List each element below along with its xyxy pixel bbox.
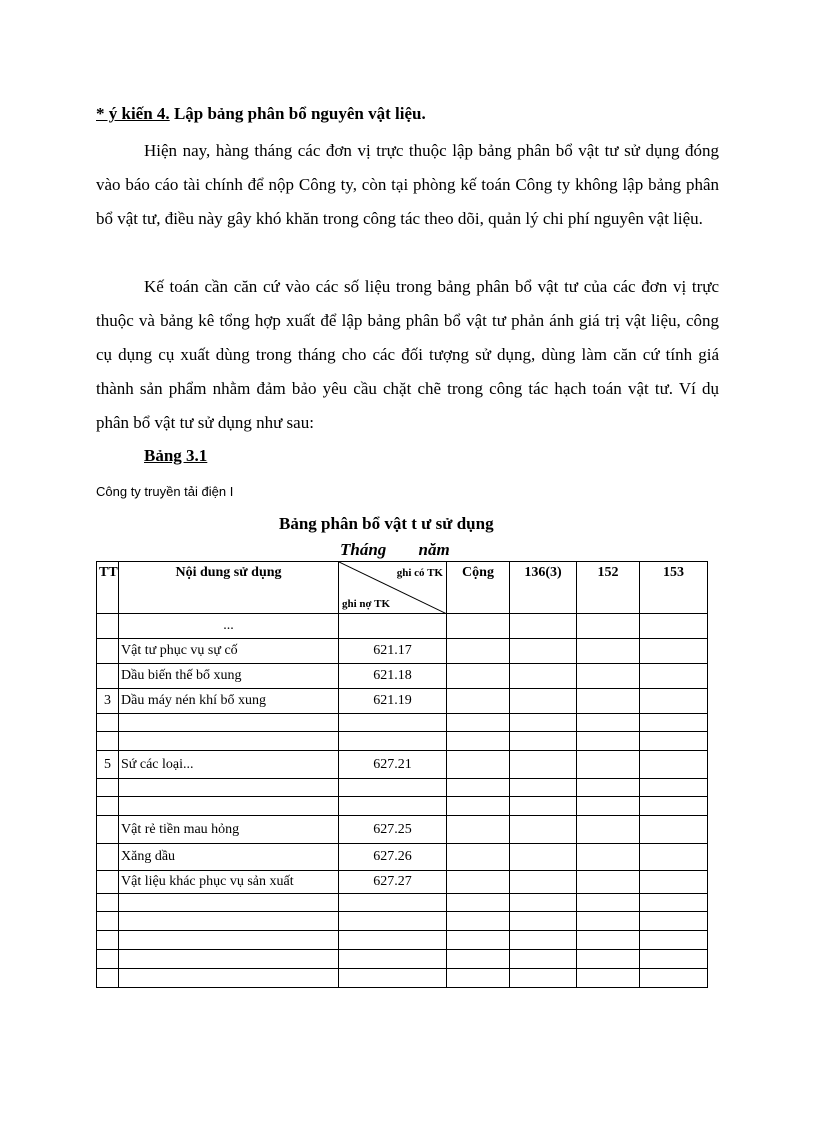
row-tt bbox=[97, 779, 119, 797]
row-account: 627.26 bbox=[339, 844, 447, 871]
row-tt bbox=[97, 894, 119, 912]
row-tt bbox=[97, 639, 119, 664]
row-account: 627.25 bbox=[339, 816, 447, 844]
cell-1363 bbox=[510, 950, 577, 969]
header-tt: TT bbox=[97, 562, 119, 614]
cell-total bbox=[447, 751, 510, 779]
row-account bbox=[339, 714, 447, 732]
header-content: Nội dung sử dụng bbox=[119, 562, 339, 614]
table-row bbox=[97, 639, 708, 664]
row-content bbox=[119, 732, 339, 751]
table-row bbox=[97, 969, 708, 988]
cell-total bbox=[447, 912, 510, 931]
cell-152 bbox=[577, 751, 640, 779]
row-account bbox=[339, 894, 447, 912]
cell-152 bbox=[577, 871, 640, 894]
row-content: Sứ các loại... bbox=[119, 751, 339, 779]
cell-153 bbox=[640, 751, 708, 779]
cell-153 bbox=[640, 969, 708, 988]
row-content bbox=[119, 950, 339, 969]
row-tt bbox=[97, 614, 119, 639]
cell-153 bbox=[640, 797, 708, 816]
cell-1363 bbox=[510, 816, 577, 844]
row-content bbox=[119, 714, 339, 732]
row-content bbox=[119, 894, 339, 912]
company-name: Công ty truyền tải điện I bbox=[96, 484, 234, 499]
cell-153 bbox=[640, 639, 708, 664]
cell-1363 bbox=[510, 779, 577, 797]
cell-152 bbox=[577, 664, 640, 689]
header-account-diagonal bbox=[339, 562, 447, 614]
cell-153 bbox=[640, 732, 708, 751]
cell-153 bbox=[640, 844, 708, 871]
header-credit: ghi có TK bbox=[396, 567, 443, 579]
table-row bbox=[97, 871, 708, 894]
table-label: Bảng 3.1 bbox=[144, 446, 208, 465]
cell-153 bbox=[640, 614, 708, 639]
table-row bbox=[97, 751, 708, 779]
row-tt bbox=[97, 664, 119, 689]
cell-152 bbox=[577, 614, 640, 639]
table-row bbox=[97, 664, 708, 689]
cell-1363 bbox=[510, 894, 577, 912]
cell-153 bbox=[640, 912, 708, 931]
table-row bbox=[97, 779, 708, 797]
cell-152 bbox=[577, 912, 640, 931]
row-tt bbox=[97, 912, 119, 931]
cell-152 bbox=[577, 732, 640, 751]
row-account bbox=[339, 931, 447, 950]
header-debit: ghi nợ TK bbox=[342, 598, 391, 610]
paragraph-1: Hiện nay, hàng tháng các đơn vị trực thuộc lập bảng phân bổ vật tư sử dụng đóng vào báo cáo tài chính để nộp Công ty, còn tại phòng kế toán Công ty không lập bảng phân bổ vật tư, điều này gây khó khăn trong công tác theo dõi, quản lý chi phí nguyên vật liệu. bbox=[96, 141, 719, 228]
cell-total bbox=[447, 689, 510, 714]
cell-153 bbox=[640, 714, 708, 732]
row-tt bbox=[97, 871, 119, 894]
cell-total bbox=[447, 816, 510, 844]
row-content bbox=[119, 969, 339, 988]
cell-1363 bbox=[510, 751, 577, 779]
cell-1363 bbox=[510, 797, 577, 816]
cell-1363 bbox=[510, 844, 577, 871]
row-tt bbox=[97, 732, 119, 751]
table-subtitle: Tháng năm bbox=[340, 540, 450, 559]
cell-total bbox=[447, 969, 510, 988]
row-account bbox=[339, 779, 447, 797]
paragraph-2: Kế toán cần căn cứ vào các số liệu trong bảng phân bổ vật tư của các đơn vị trực thuộc và bảng kê tổng hợp xuất để lập bảng phân bổ vật tư phản ánh giá trị vật liệu, công cụ dụng cụ xuất dùng trong tháng cho các đối tượng sử dụng, dùng làm căn cứ tính giá thành sản phẩm nhằm đảm bảo yêu cầu chặt chẽ trong công tác hạch toán vật tư. Ví dụ phân bổ vật tư sử dụng như sau: bbox=[96, 277, 719, 432]
cell-153 bbox=[640, 779, 708, 797]
cell-152 bbox=[577, 950, 640, 969]
row-tt bbox=[97, 816, 119, 844]
row-tt bbox=[97, 950, 119, 969]
row-content bbox=[119, 779, 339, 797]
cell-153 bbox=[640, 871, 708, 894]
cell-total bbox=[447, 871, 510, 894]
table-row bbox=[97, 732, 708, 751]
cell-1363 bbox=[510, 732, 577, 751]
row-account: 621.19 bbox=[339, 689, 447, 714]
cell-153 bbox=[640, 931, 708, 950]
row-tt bbox=[97, 797, 119, 816]
header-total: Cộng bbox=[447, 562, 510, 614]
table-title: Bảng phân bổ vật t ư sử dụng bbox=[279, 514, 494, 533]
table-row bbox=[97, 950, 708, 969]
cell-1363 bbox=[510, 689, 577, 714]
row-content: Vật rẻ tiền mau hỏng bbox=[119, 816, 339, 844]
allocation-table bbox=[96, 561, 708, 988]
row-content bbox=[119, 912, 339, 931]
row-account: 627.21 bbox=[339, 751, 447, 779]
row-tt: 5 bbox=[97, 751, 119, 779]
cell-1363 bbox=[510, 912, 577, 931]
row-content bbox=[119, 797, 339, 816]
cell-total bbox=[447, 639, 510, 664]
row-tt: 3 bbox=[97, 689, 119, 714]
cell-1363 bbox=[510, 664, 577, 689]
cell-153 bbox=[640, 816, 708, 844]
cell-152 bbox=[577, 639, 640, 664]
cell-153 bbox=[640, 894, 708, 912]
row-tt bbox=[97, 844, 119, 871]
row-account bbox=[339, 912, 447, 931]
cell-total bbox=[447, 714, 510, 732]
row-content: Vật tư phục vụ sự cố bbox=[119, 639, 339, 664]
cell-total bbox=[447, 779, 510, 797]
heading-prefix: * ý kiến 4. bbox=[96, 104, 170, 123]
row-account bbox=[339, 950, 447, 969]
row-tt bbox=[97, 714, 119, 732]
cell-152 bbox=[577, 844, 640, 871]
row-content: Xăng dầu bbox=[119, 844, 339, 871]
row-content bbox=[119, 931, 339, 950]
table-row bbox=[97, 614, 708, 639]
cell-total bbox=[447, 732, 510, 751]
cell-152 bbox=[577, 689, 640, 714]
row-account: 621.17 bbox=[339, 639, 447, 664]
table-header-row bbox=[97, 562, 708, 614]
table-row bbox=[97, 714, 708, 732]
header-153: 153 bbox=[640, 562, 708, 614]
cell-152 bbox=[577, 969, 640, 988]
row-tt bbox=[97, 969, 119, 988]
cell-1363 bbox=[510, 931, 577, 950]
row-content: Dầu máy nén khí bổ xung bbox=[119, 689, 339, 714]
table-row bbox=[97, 816, 708, 844]
row-account: 627.27 bbox=[339, 871, 447, 894]
row-account bbox=[339, 732, 447, 751]
cell-total bbox=[447, 844, 510, 871]
cell-152 bbox=[577, 714, 640, 732]
cell-1363 bbox=[510, 614, 577, 639]
row-content: Vật liệu khác phục vụ sản xuất bbox=[119, 871, 339, 894]
table-row bbox=[97, 689, 708, 714]
table-row bbox=[97, 894, 708, 912]
row-content: Dầu biến thế bổ xung bbox=[119, 664, 339, 689]
row-account bbox=[339, 614, 447, 639]
table-row bbox=[97, 797, 708, 816]
table-row bbox=[97, 931, 708, 950]
row-tt bbox=[97, 931, 119, 950]
heading-title: Lập bảng phân bổ nguyên vật liệu. bbox=[173, 104, 426, 123]
cell-total bbox=[447, 950, 510, 969]
row-account: 621.18 bbox=[339, 664, 447, 689]
cell-153 bbox=[640, 689, 708, 714]
header-1363: 136(3) bbox=[510, 562, 577, 614]
cell-153 bbox=[640, 950, 708, 969]
cell-152 bbox=[577, 816, 640, 844]
cell-total bbox=[447, 664, 510, 689]
cell-total bbox=[447, 614, 510, 639]
cell-152 bbox=[577, 797, 640, 816]
cell-1363 bbox=[510, 714, 577, 732]
cell-total bbox=[447, 894, 510, 912]
header-152: 152 bbox=[577, 562, 640, 614]
cell-152 bbox=[577, 931, 640, 950]
section-heading bbox=[96, 104, 426, 124]
table-row bbox=[97, 844, 708, 871]
cell-total bbox=[447, 797, 510, 816]
cell-1363 bbox=[510, 969, 577, 988]
cell-total bbox=[447, 931, 510, 950]
table-row bbox=[97, 912, 708, 931]
cell-152 bbox=[577, 779, 640, 797]
cell-153 bbox=[640, 664, 708, 689]
cell-1363 bbox=[510, 871, 577, 894]
row-account bbox=[339, 797, 447, 816]
row-account bbox=[339, 969, 447, 988]
cell-1363 bbox=[510, 639, 577, 664]
cell-152 bbox=[577, 894, 640, 912]
row-content: ... bbox=[119, 614, 339, 639]
